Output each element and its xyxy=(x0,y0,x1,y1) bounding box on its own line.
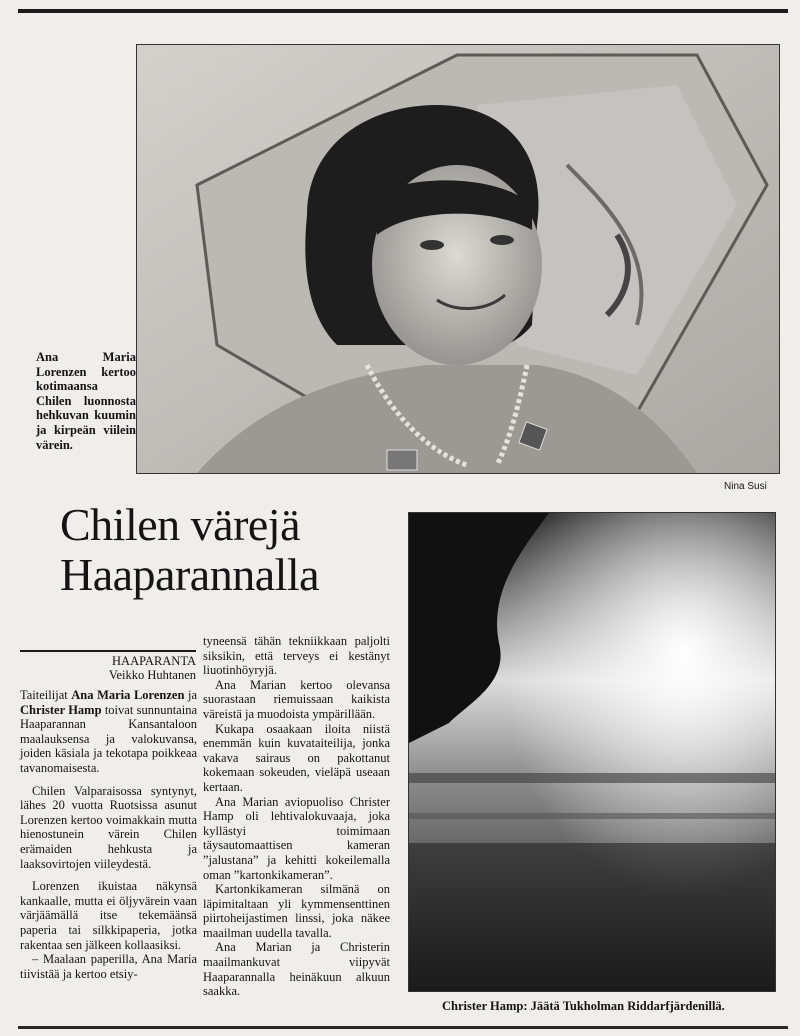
text-run: Taiteilijat xyxy=(20,688,72,702)
article-paragraph: Ana Marian kertoo olevansa suorastaan riemuissaan kaikista väreistä ja muodoista ympärillään. xyxy=(203,677,390,721)
landscape-photo-drawing xyxy=(409,513,775,991)
article-column-1 xyxy=(20,688,197,981)
top-rule xyxy=(18,9,788,13)
bottom-rule xyxy=(18,1026,788,1029)
article-paragraph: Lorenzen ikuistaa näkynsä kankaalle, mutta ei öljyvärein vaan värjäämällä itse tekemäänsä paperia tai silkkipaperia, jotka rakentaa sen jälkeen kollaasiksi. xyxy=(20,879,197,952)
article-column-2 xyxy=(203,634,390,999)
dateline-rule xyxy=(20,650,196,652)
show-through-left xyxy=(20,60,130,340)
dateline xyxy=(20,654,196,682)
portrait-photo xyxy=(136,44,780,474)
photo-credit: Nina Susi xyxy=(724,481,767,492)
article-paragraph: Ana Marian aviopuoliso Christer Hamp oli lehtivalokuvaaja, joka kyllästyi toimimaan täysautomaattisen kameran ”jalustana” ja kehitti kokeilemalla oman ”kartonkikameran”. xyxy=(203,794,390,882)
headline-line-2: Haaparannalla xyxy=(60,549,320,600)
artist-name: Christer Hamp xyxy=(20,702,102,717)
artist-name: Ana Maria Lorenzen xyxy=(71,688,185,702)
article-paragraph: Kukapa osaakaan iloita niistä enemmän kuin kuvataiteilija, jonka vakava sairaus on pakottanut kokemaan sokeuden, vieläpä useaan kertaan. xyxy=(203,721,390,794)
text-run: ja xyxy=(184,688,197,702)
photo-caption-bottom: Christer Hamp: Jäätä Tukholman Riddarfjärdenillä. xyxy=(442,999,725,1013)
article-paragraph: tyneensä tähän tekniikkaan paljolti siksikin, että terveys ei kestänyt liuotinhöyryjä. xyxy=(203,634,390,678)
text-run: toivat sunnuntaina Haaparannan Kansantaloon maalauksensa ja valokuvansa, joiden käsiala ja tekotapa poikkeaa tavanomaisesta. xyxy=(20,702,197,775)
headline xyxy=(60,500,390,600)
article-paragraph: Kartonkikameran silmänä on läpimitaltaan yli kymmensenttinen piirtoheijastimen linssi, joka näkee maailman uudella tavalla. xyxy=(203,882,390,940)
photo-caption-top: Ana Maria Lorenzen kertoo kotimaansa Chilen luonnosta hehkuvan kuumin ja kirpeän viilein värein. xyxy=(36,350,136,452)
article-paragraph: Ana Marian ja Christerin maailmankuvat viipyvät Haaparannalla heinäkuun alkuun saakka. xyxy=(203,940,390,999)
article-paragraph: – Maalaan paperilla, Ana Maria tiivistää ja kertoo etsiy- xyxy=(20,952,197,981)
article-paragraph xyxy=(20,688,197,776)
dateline-place: HAAPARANTA xyxy=(112,654,196,668)
article-paragraph: Chilen Valparaisossa syntynyt, lähes 20 vuotta Ruotsissa asunut Lorenzen kertoo voimakkain mutta hienostunein värein Chilen erämaiden hehkusta ja laaksovirtojen viileydestä. xyxy=(20,783,197,871)
portrait-photo-drawing xyxy=(137,45,779,473)
dateline-author: Veikko Huhtanen xyxy=(108,668,196,682)
headline-line-1: Chilen värejä xyxy=(60,499,301,550)
landscape-photo xyxy=(408,512,776,992)
